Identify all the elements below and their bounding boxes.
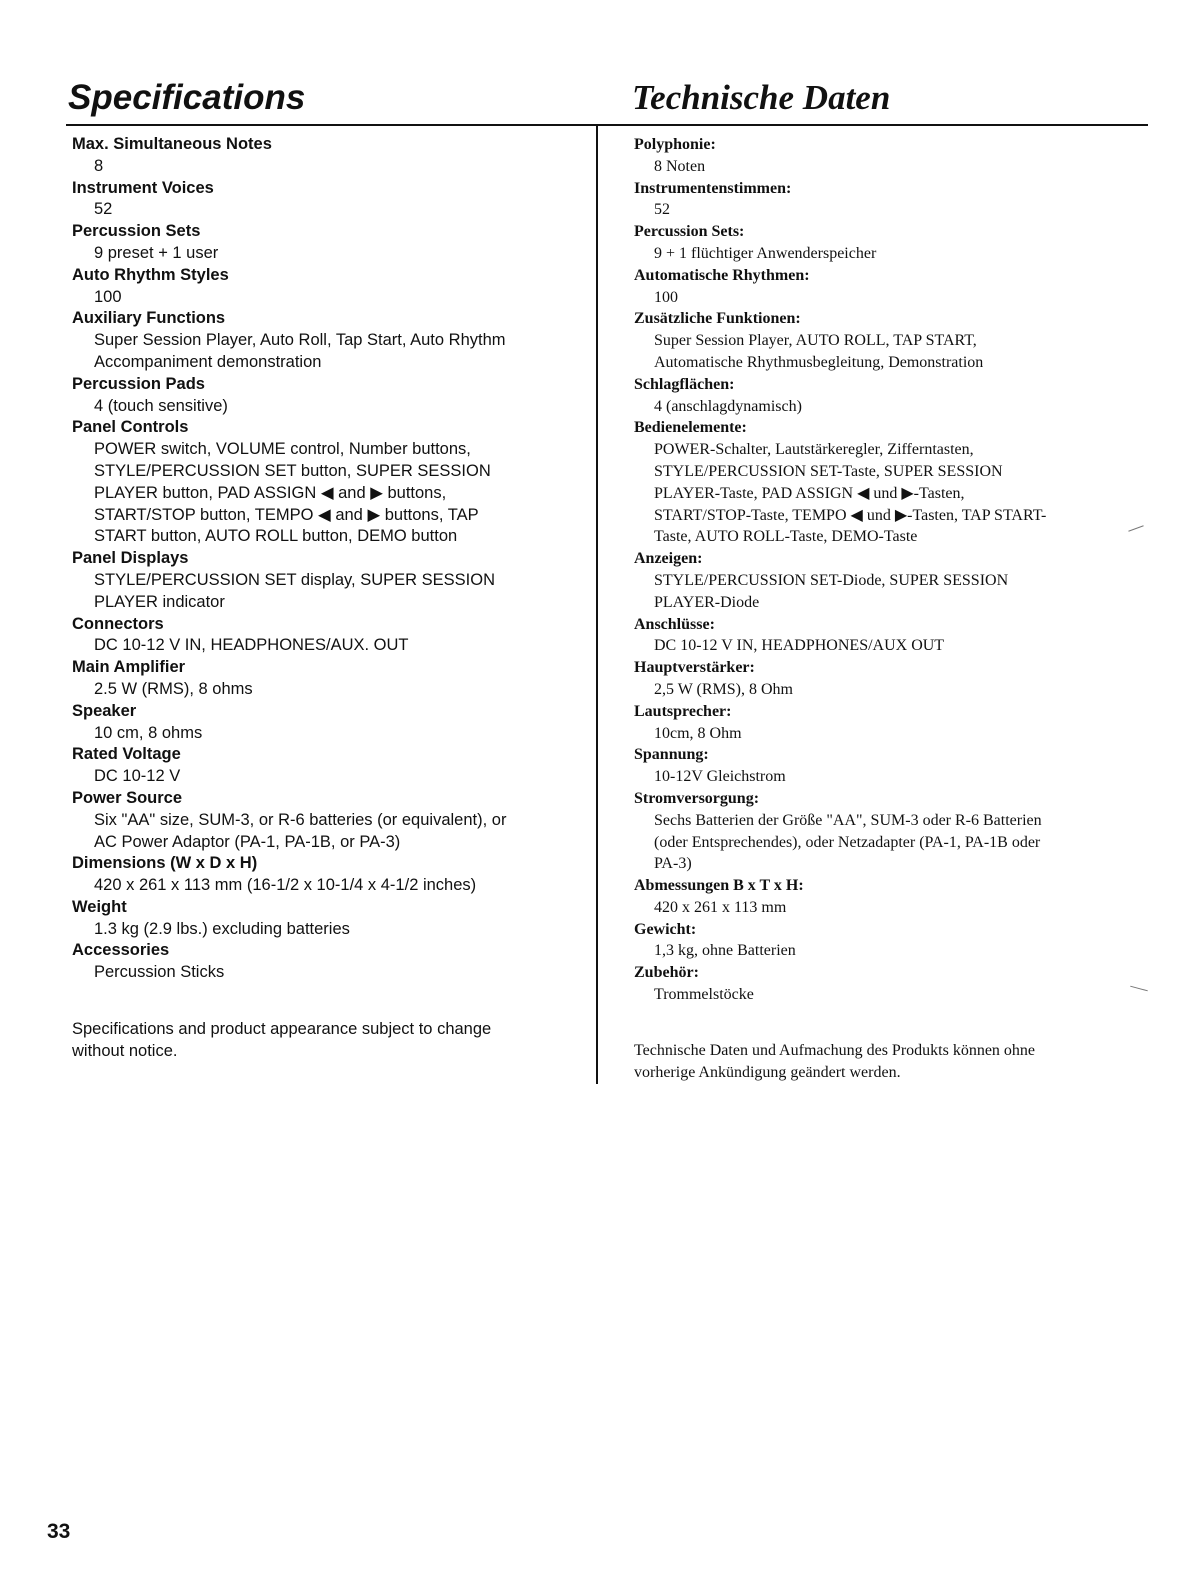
- notice-line: without notice.: [72, 1042, 178, 1061]
- spec-value: DC 10-12 V IN, HEADPHONES/AUX. OUT: [94, 636, 409, 655]
- spec-value: 420 x 261 x 113 mm: [654, 898, 787, 916]
- spec-term: Automatische Rhythmen:: [634, 266, 810, 284]
- spec-term: Stromversorgung:: [634, 789, 760, 807]
- spec-value: 2.5 W (RMS), 8 ohms: [94, 679, 253, 698]
- spec-term: Anschlüsse:: [634, 615, 715, 633]
- spec-term: Instrumentenstimmen:: [634, 179, 792, 197]
- spec-term: Dimensions (W x D x H): [72, 854, 258, 873]
- notice-line: vorherige Ankündigung geändert werden.: [634, 1063, 901, 1081]
- spec-value: 9 + 1 flüchtiger Anwenderspeicher: [654, 244, 877, 262]
- spec-term: Hauptverstärker:: [634, 659, 755, 677]
- spec-term: Auto Rhythm Styles: [72, 265, 229, 284]
- spec-term: Accessories: [72, 941, 170, 960]
- spec-value: Super Session Player, AUTO ROLL, TAP START,: [654, 332, 977, 350]
- spec-value: 10 cm, 8 ohms: [94, 723, 203, 742]
- spec-value: (oder Entsprechendes), oder Netzadapter (PA-1, PA-1B oder: [654, 833, 1041, 851]
- spec-value: 1.3 kg (2.9 lbs.) excluding batteries: [94, 919, 350, 938]
- spec-term: Weight: [72, 897, 127, 916]
- column-divider: [596, 126, 598, 1084]
- spec-value: PLAYER indicator: [94, 592, 225, 611]
- spec-term: Schlagflächen:: [634, 375, 735, 393]
- spec-value: STYLE/PERCUSSION SET-Taste, SUPER SESSION: [654, 462, 1003, 480]
- spec-term: Speaker: [72, 701, 137, 720]
- spec-term: Anzeigen:: [634, 550, 703, 568]
- spec-value: 9 preset + 1 user: [94, 243, 219, 262]
- spec-value: 52: [654, 201, 670, 219]
- spec-value: STYLE/PERCUSSION SET button, SUPER SESSION: [94, 461, 491, 480]
- spec-value: 420 x 261 x 113 mm (16-1/2 x 10-1/4 x 4-1/2 inches): [94, 876, 477, 895]
- spec-value: POWER switch, VOLUME control, Number buttons,: [94, 440, 471, 459]
- spec-value: STYLE/PERCUSSION SET-Diode, SUPER SESSION: [654, 571, 1009, 589]
- spec-term: Auxiliary Functions: [72, 309, 226, 328]
- change-notice-en: [72, 1018, 587, 1062]
- spec-value: 8 Noten: [654, 157, 706, 175]
- spec-value: 100: [94, 287, 122, 306]
- spec-value: START/STOP-Taste, TEMPO ◀ und ▶-Tasten, TAP START-: [654, 506, 1047, 524]
- spec-term: Percussion Sets:: [634, 223, 745, 241]
- spec-term: Spannung:: [634, 746, 709, 764]
- spec-value: 8: [94, 156, 104, 175]
- spec-value: 10-12V Gleichstrom: [654, 768, 786, 786]
- spec-value: PLAYER button, PAD ASSIGN ◀ and ▶ buttons,: [94, 483, 447, 502]
- specs-column-de: [634, 134, 1144, 1084]
- spec-term: Panel Controls: [72, 418, 189, 437]
- spec-value: 4 (touch sensitive): [94, 396, 228, 415]
- spec-value: STYLE/PERCUSSION SET display, SUPER SESSION: [94, 570, 496, 589]
- spec-term: Bedienelemente:: [634, 419, 747, 437]
- spec-value: Six "AA" size, SUM-3, or R-6 batteries (or equivalent), or: [94, 810, 507, 829]
- spec-term: Gewicht:: [634, 920, 697, 938]
- spec-term: Zubehör:: [634, 964, 699, 982]
- spec-list-en: [72, 134, 587, 984]
- spec-value: Accompaniment demonstration: [94, 352, 322, 371]
- page-title-en: Specifications: [68, 78, 306, 117]
- specs-column-en: [72, 134, 587, 1062]
- spec-value: 100: [654, 288, 678, 306]
- spec-value: 4 (anschlagdynamisch): [654, 397, 802, 415]
- spec-value: Taste, AUTO ROLL-Taste, DEMO-Taste: [654, 528, 918, 546]
- spec-value: PA-3): [654, 855, 692, 873]
- notice-line: Technische Daten und Aufmachung des Produkts können ohne: [634, 1041, 1036, 1059]
- notice-line: Specifications and product appearance subject to change: [72, 1020, 492, 1039]
- spec-value: POWER-Schalter, Lautstärkeregler, Zifferntasten,: [654, 441, 974, 459]
- header-rule: [66, 124, 1148, 126]
- spec-value: 2,5 W (RMS), 8 Ohm: [654, 680, 793, 698]
- spec-value: Percussion Sticks: [94, 963, 225, 982]
- spec-value: 1,3 kg, ohne Batterien: [654, 942, 796, 960]
- spec-value: Automatische Rhythmusbegleitung, Demonstration: [654, 353, 984, 371]
- spec-term: Power Source: [72, 788, 183, 807]
- spec-term: Polyphonie:: [634, 136, 716, 153]
- spec-value: DC 10-12 V: [94, 767, 181, 786]
- spec-term: Abmessungen B x T x H:: [634, 877, 804, 895]
- spec-term: Max. Simultaneous Notes: [72, 135, 272, 153]
- spec-term: Lautsprecher:: [634, 702, 732, 720]
- spec-term: Rated Voltage: [72, 745, 181, 764]
- spec-value: Sechs Batterien der Größe "AA", SUM-3 oder R-6 Batterien: [654, 811, 1042, 829]
- change-notice-de: [634, 1040, 1144, 1084]
- page-title-de: Technische Daten: [632, 78, 891, 117]
- spec-value: START/STOP button, TEMPO ◀ and ▶ buttons, TAP: [94, 505, 479, 524]
- spec-value: 10cm, 8 Ohm: [654, 724, 742, 742]
- spec-value: AC Power Adaptor (PA-1, PA-1B, or PA-3): [94, 832, 401, 851]
- spec-value: Trommelstöcke: [654, 986, 754, 1004]
- spec-term: Zusätzliche Funktionen:: [634, 310, 801, 328]
- spec-term: Connectors: [72, 614, 164, 633]
- spec-value: 52: [94, 200, 113, 219]
- spec-term: Main Amplifier: [72, 658, 186, 677]
- spec-term: Percussion Sets: [72, 222, 201, 241]
- spec-term: Panel Displays: [72, 549, 189, 568]
- spec-term: Instrument Voices: [72, 178, 214, 197]
- spec-list-de: [634, 134, 1144, 1006]
- spec-value: Super Session Player, Auto Roll, Tap Start, Auto Rhythm: [94, 331, 506, 350]
- spec-value: START button, AUTO ROLL button, DEMO button: [94, 527, 458, 546]
- spec-value: PLAYER-Diode: [654, 593, 760, 611]
- spec-term: Percussion Pads: [72, 374, 205, 393]
- spec-value: PLAYER-Taste, PAD ASSIGN ◀ und ▶-Tasten,: [654, 484, 965, 502]
- page-number: 33: [47, 1520, 71, 1543]
- spec-value: DC 10-12 V IN, HEADPHONES/AUX OUT: [654, 637, 945, 655]
